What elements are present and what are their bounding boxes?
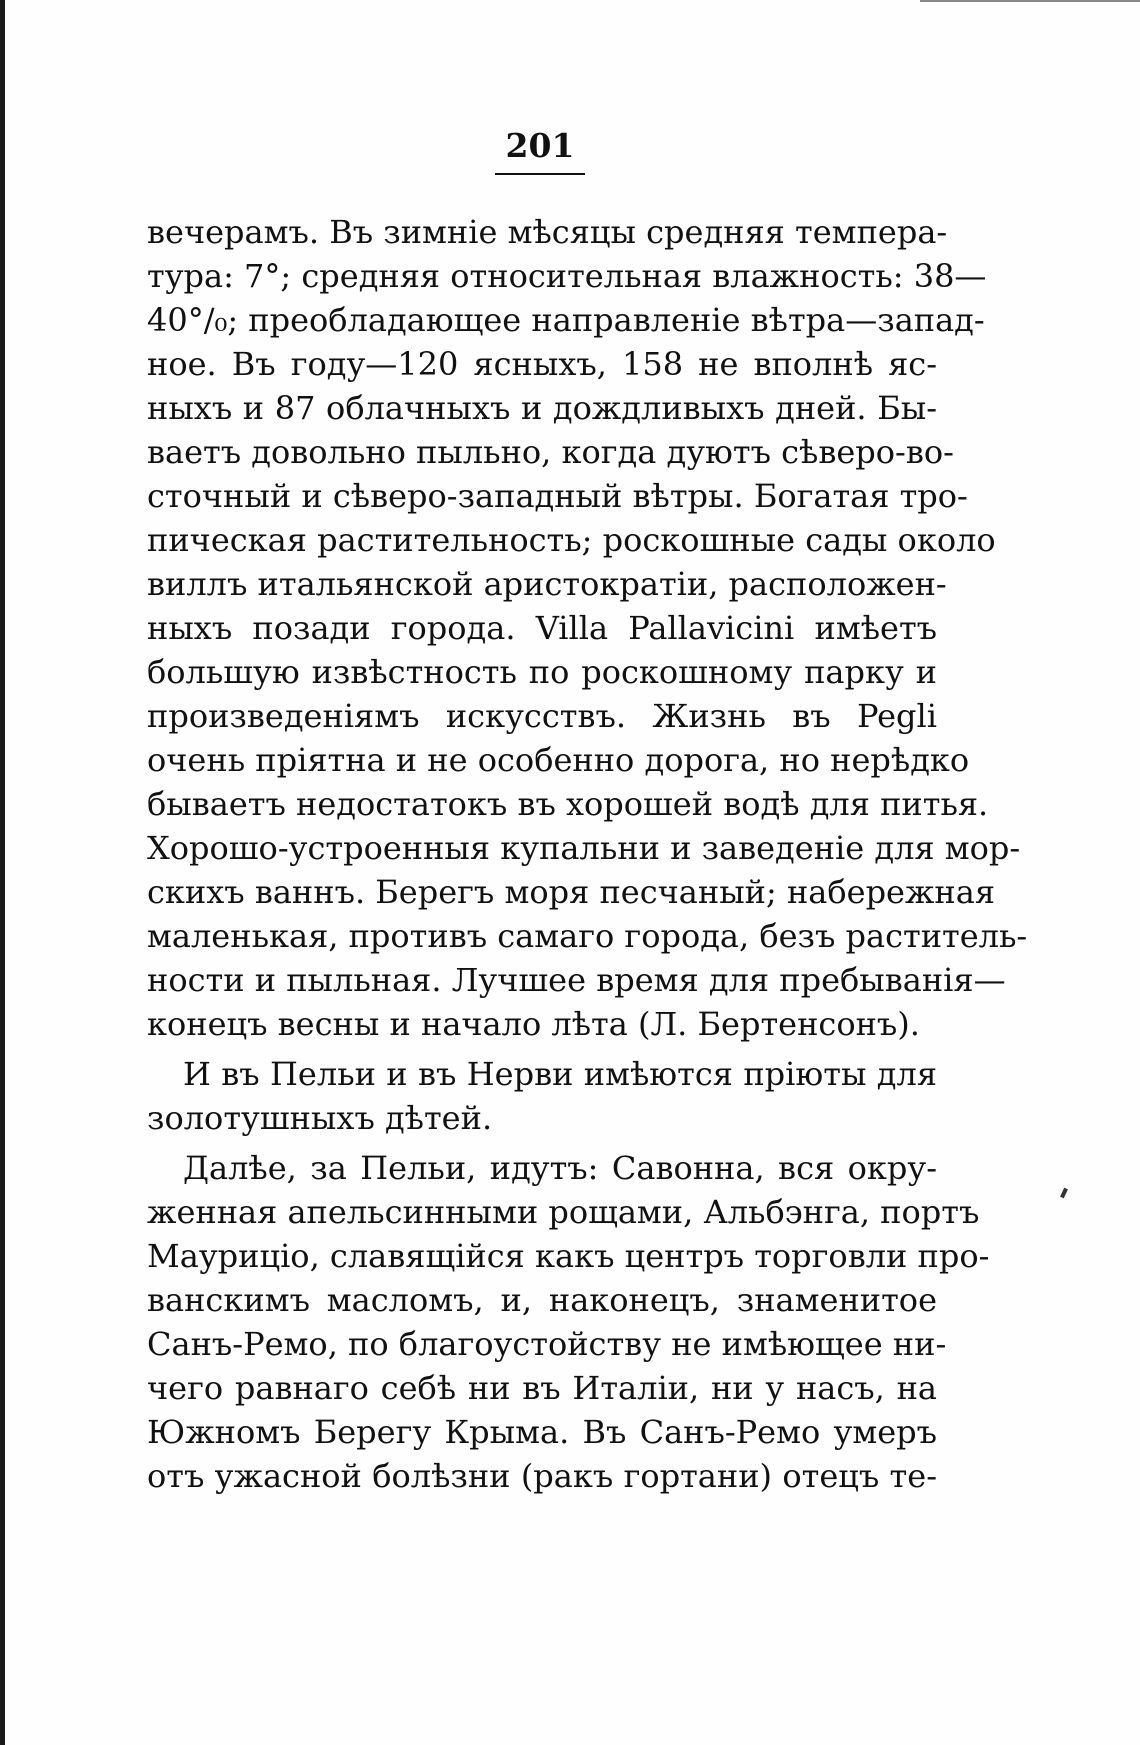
text-line: И въ Пельи и въ Нерви имѣются пріюты для xyxy=(183,1055,937,1093)
text-line: большую извѣстность по роскошному парку и xyxy=(147,653,937,691)
text-line: виллъ итальянской аристократіи, расположен- xyxy=(147,565,947,603)
text-line: Санъ-Ремо, по благоустойству не имѣющее ни- xyxy=(147,1325,947,1363)
text-line: сточный и сѣверо-западный вѣтры. Богатая тро- xyxy=(147,477,968,515)
text-line: вечерамъ. Въ зимніе мѣсяцы средняя темпера- xyxy=(147,213,948,251)
ink-speck xyxy=(1060,1188,1068,1199)
text-line: тура: 7°; средняя относительная влажность: 38— xyxy=(147,257,987,295)
page-number-underline xyxy=(495,173,585,175)
text-line: произведеніямъ искусствъ. Жизнь въ Pegli xyxy=(147,697,937,735)
text-line: Маурицiо, славящiйся какъ центръ торговли про- xyxy=(147,1237,990,1275)
text-line: чего равнаго себѣ ни въ Италіи, ни у насъ, на xyxy=(147,1369,937,1407)
text-line: пическая растительность; роскошные сады около xyxy=(147,521,996,559)
page-left-edge xyxy=(0,0,5,1745)
text-line: ныхъ позади города. Villa Pallavicini имѣетъ xyxy=(147,609,937,647)
text-line: Далѣе, за Пельи, идутъ: Савонна, вся окру- xyxy=(183,1149,937,1187)
text-line: золотушныхъ дѣтей. xyxy=(147,1099,493,1137)
text-line: маленькая, противъ самаго города, безъ раститель- xyxy=(147,917,1028,955)
body-text xyxy=(147,210,1028,1498)
text-line: ванскимъ масломъ, и, наконецъ, знаменитое xyxy=(147,1281,937,1319)
text-line: очень пріятна и не особенно дорога, но нерѣдко xyxy=(147,741,970,779)
text-line: ныхъ и 87 облачныхъ и дождливыхъ дней. Бы- xyxy=(147,389,937,427)
text-line: скихъ ваннъ. Берегъ моря песчаный; набережная xyxy=(147,873,996,911)
text-line: бываетъ недостатокъ въ хорошей водѣ для питья. xyxy=(147,785,989,823)
text-line: 40°/₀; преобладающее направленіе вѣтра—запад- xyxy=(147,301,985,339)
text-line: ное. Въ году—120 ясныхъ, 158 не вполнѣ яс- xyxy=(147,345,937,383)
text-line: отъ ужасной болѣзни (ракъ гортани) отецъ те- xyxy=(147,1457,937,1495)
page-top-edge xyxy=(920,0,1140,2)
text-line: конецъ весны и начало лѣта (Л. Бертенсонъ). xyxy=(147,1005,920,1043)
text-line: ваетъ довольно пыльно, когда дуютъ сѣверо-во- xyxy=(147,433,954,471)
text-line: Южномъ Берегу Крыма. Въ Санъ-Ремо умеръ xyxy=(147,1413,937,1451)
page-number: 201 xyxy=(505,126,575,165)
text-line: женная апельсинными рощами, Альбэнга, портъ xyxy=(147,1193,980,1231)
text-line: Хорошо-устроенныя купальни и заведеніе для мор- xyxy=(147,829,1021,867)
text-line: ности и пыльная. Лучшее время для пребыванія— xyxy=(147,961,1006,999)
